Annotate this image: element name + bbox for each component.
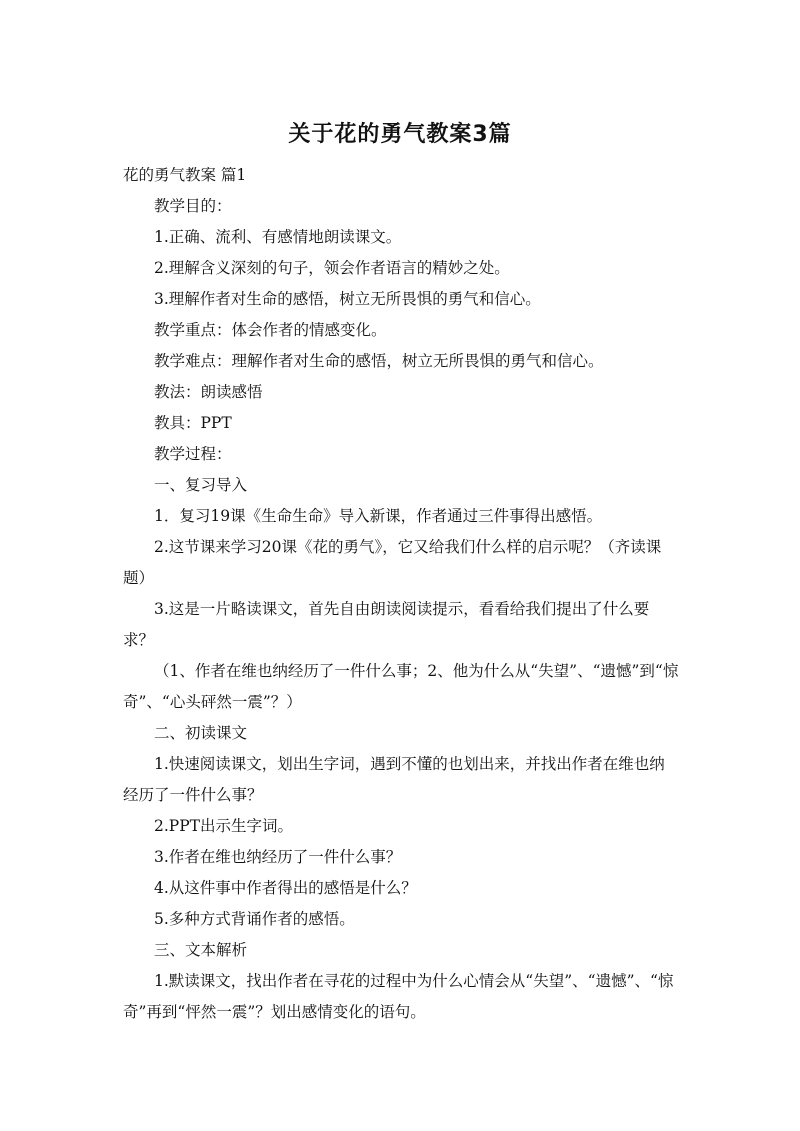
paragraph: 教学目的： bbox=[154, 197, 232, 215]
paragraph: 教学重点：体会作者的情感变化。 bbox=[154, 321, 387, 339]
paragraph: 教具：PPT bbox=[154, 414, 232, 432]
paragraph: 2.PPT出示生字词。 bbox=[154, 817, 293, 835]
paragraph: 教法：朗读感悟 bbox=[154, 383, 263, 401]
paragraph: 1．复习19课《生命生命》导入新课，作者通过三件事得出感悟。 bbox=[154, 507, 603, 525]
section-heading: 花的勇气教案 篇1 bbox=[123, 166, 247, 184]
paragraph: 4.从这件事中作者得出的感悟是什么？ bbox=[154, 879, 417, 897]
paragraph: 二、初读课文 bbox=[154, 724, 248, 742]
document-title: 关于花的勇气教案3篇 bbox=[288, 122, 512, 147]
paragraph: 3.作者在维也纳经历了一件什么事？ bbox=[154, 848, 402, 866]
document-body bbox=[123, 160, 679, 1028]
paragraph: 5.多种方式背诵作者的感悟。 bbox=[154, 910, 355, 928]
paragraph: 教学难点：理解作者对生命的感悟，树立无所畏惧的勇气和信心。 bbox=[154, 352, 604, 370]
paragraph: 1.正确、流利、有感情地朗读课文。 bbox=[154, 228, 402, 246]
paragraph: 一、复习导入 bbox=[154, 476, 248, 494]
paragraph: 2.这节课来学习20课《花的勇气》，它又给我们什么样的启示呢？（齐读课题） bbox=[123, 538, 662, 587]
paragraph: 3.这是一片略读课文，首先自由朗读阅读提示，看看给我们提出了什么要求？ bbox=[123, 600, 650, 649]
paragraph: 3.理解作者对生命的感悟，树立无所畏惧的勇气和信心。 bbox=[154, 290, 541, 308]
paragraph: 教学过程： bbox=[154, 445, 232, 463]
paragraph: 三、文本解析 bbox=[154, 941, 248, 959]
paragraph: （1、作者在维也纳经历了一件什么事；2、他为什么从“失望”、“遗憾”到“惊奇”、“心头砰然一震”？） bbox=[123, 662, 679, 711]
paragraph: 1.默读课文，找出作者在寻花的过程中为什么心情会从“失望”、“遗憾”、“惊奇”再到“怦然一震”？划出感情变化的语句。 bbox=[123, 972, 674, 1021]
paragraph: 1.快速阅读课文，划出生字词，遇到不懂的也划出来，并找出作者在维也纳经历了一件什么事？ bbox=[123, 755, 665, 804]
paragraph: 2.理解含义深刻的句子，领会作者语言的精妙之处。 bbox=[154, 259, 510, 277]
